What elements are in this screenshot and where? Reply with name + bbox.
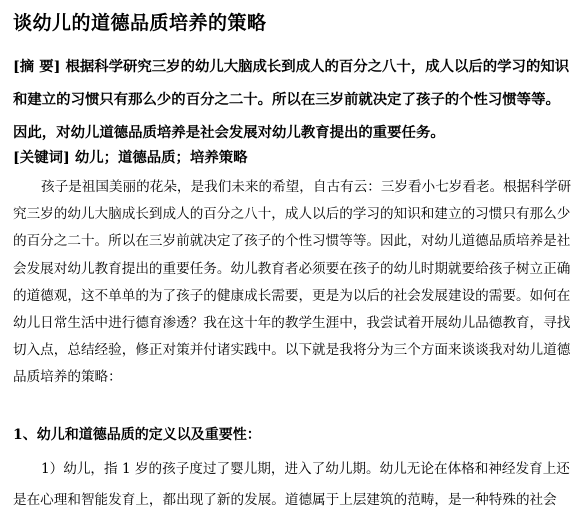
body-paragraph	[13, 174, 573, 392]
keywords-label: [关键词]	[13, 149, 70, 166]
point-paragraph	[13, 454, 573, 514]
document-title: 谈幼儿的道德品质培养的策略	[13, 12, 267, 34]
keywords-text: 幼儿；道德品质；培养策略	[74, 149, 248, 166]
abstract-paragraph	[13, 50, 573, 149]
section-heading: 1、幼儿和道德品质的定义以及重要性：	[13, 427, 261, 443]
abstract-label: [摘 要]	[13, 58, 61, 75]
abstract-text: 根据科学研究三岁的幼儿大脑成长到成人的百分之八十，成人以后的学习的知识和建立的习惯只有那么少的百分之二十。所以在三岁前就决定了孩子的个性习惯等等。因此，对幼儿道德品质培养是社会发展对幼儿教育提出的重要任务。	[13, 58, 570, 141]
point-paragraph-text: 1）幼儿，指 1 岁的孩子度过了婴儿期，进入了幼儿期。幼儿无论在体格和神经发育上还是在心理和智能发育上，都出现了新的发展。道德属于上层建筑的范畴，是一种特殊的社会	[13, 461, 570, 508]
body-paragraph-text: 孩子是祖国美丽的花朵，是我们未来的希望，自古有云：三岁看小七岁看老。根据科学研究三岁的幼儿大脑成长到成人的百分之八十，成人以后的学习的知识和建立的习惯只有那么少的百分之二十。所以在三岁前就决定了孩子的个性习惯等等。因此，对幼儿道德品质培养是社会发展对幼儿教育提出的重要任务。幼儿教育者必须要在孩子的幼儿时期就要给孩子树立正确的道德观，这不单单的为了孩子的健康成长需要，更是为以后的社会发展建设的需要。如何在幼儿日常生活中进行德育渗透？我在这十年的教学生涯中，我尝试着开展幼儿品德教育，寻找切入点，总结经验，修正对策并付诸实践中。以下就是我将分为三个方面来谈谈我对幼儿道德品质培养的策略：	[13, 179, 572, 386]
keywords-line	[13, 146, 248, 167]
